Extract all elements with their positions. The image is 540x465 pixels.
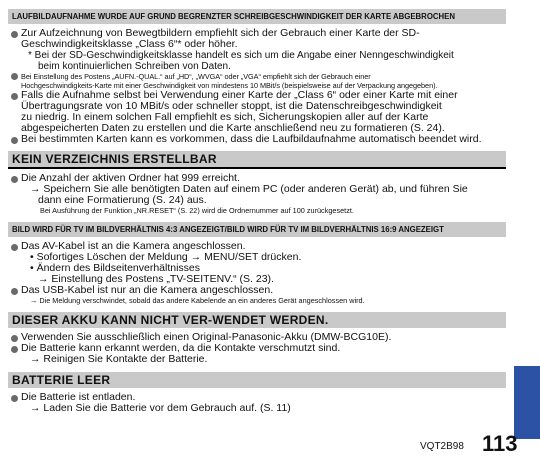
list-item: Die Anzahl der aktiven Ordner hat 999 erreicht.: [8, 173, 506, 184]
section-heading-battery-empty: BATTERIE LEER: [8, 372, 506, 388]
bullet-icon: [11, 335, 18, 342]
list-item: Das USB-Kabel ist nur an die Kamera angeschlossen.: [8, 285, 506, 296]
section-heading-write-speed: LAUFBILDAUFNAHME WURDE AUF GRUND BEGRENZTER SCHREIBGESCHWINDIGKEIT DER KARTE ABGEBROCHEN: [8, 9, 506, 24]
bullet-icon: [11, 395, 18, 402]
list-item: Die Batterie kann erkannt werden, da die Kontakte verschmutzt sind.: [8, 343, 506, 354]
list-item: Das AV-Kabel ist an die Kamera angeschlossen.: [8, 241, 506, 252]
manual-page: [8, 9, 506, 414]
chapter-tab-marker: [514, 366, 540, 439]
bullet-icon: [11, 93, 18, 100]
sub-line: → Speichern Sie alle benötigten Daten auf einem PC (oder anderen Gerät) ab, und führen Sie: [30, 183, 468, 195]
bullet-icon: [11, 137, 18, 144]
bullet-icon: [11, 31, 18, 38]
list-item: Bei Einstellung des Postens „AUFN.-QUAL.“ auf „HD“, „WVGA“ oder „VGA“ empfiehlt sich der Gebrauch einer Hochgeschwindigkeits-Karte mit einer Geschwindigkeit von mindestens 10 MBit/s (beispielsweise auf der Verpackung angegeben).: [8, 72, 506, 90]
list-item: Falls die Aufnahme selbst bei Verwendung einer Karte der „Class 6“ oder einer Karte mit einer Übertragungsrate von 10 MBit/s oder schneller stoppt, ist die Datenschreibgeschwindigkeit zu niedrig. In einem solchen Fall empfiehlt es sich, Sicherungskopien aller auf der Karte abgespeicherten Daten zu erstellen und die Karte anschließend neu zu formatieren (S. 24).: [8, 90, 506, 134]
bullet-icon: [11, 288, 18, 295]
page-number: 113: [482, 431, 518, 456]
sub-line: Bei Ausführung der Funktion „NR.RESET“ (S. 22) wird die Ordnernummer auf 100 zurückgesetzt.: [40, 206, 354, 215]
document-code: VQT2B98: [420, 441, 464, 452]
sub-line: dann eine Formatierung (S. 24) aus.: [38, 194, 207, 206]
bullet-icon: [11, 73, 18, 80]
section-heading-tv-aspect: BILD WIRD FÜR TV IM BILDVERHÄLTNIS 4:3 ANGEZEIGT/BILD WIRD FÜR TV IM BILDVERHÄLTNIS 16:9 ANGEZEIGT: [8, 222, 506, 237]
list-item: Zur Aufzeichnung von Bewegtbildern empfiehlt sich der Gebrauch einer Karte der SD- Geschwindigkeitsklasse „Class 6“* oder höher.: [8, 28, 506, 50]
sub-line: → Die Meldung verschwindet, sobald das andere Kabelende an ein anderes Gerät angeschlossen wird.: [30, 296, 365, 305]
sub-line: • Ändern des Bildseitenverhältnisses: [30, 262, 201, 274]
sub-line: → Einstellung des Postens „TV-SEITENV.“ (S. 23).: [38, 273, 274, 285]
sub-line: → Reinigen Sie Kontakte der Batterie.: [30, 353, 208, 365]
sub-line: • Sofortiges Löschen der Meldung → MENU/SET drücken.: [30, 251, 302, 263]
bullet-icon: [11, 176, 18, 183]
footnote-line: beim kontinuierlichen Schreiben von Daten.: [38, 61, 231, 72]
list-item: Die Batterie ist entladen.: [8, 392, 506, 403]
bullet-icon: [11, 346, 18, 353]
section-heading-no-directory: KEIN VERZEICHNIS ERSTELLBAR: [8, 151, 506, 169]
list-item: Bei bestimmten Karten kann es vorkommen, dass die Laufbildaufnahme automatisch beendet wird.: [8, 134, 506, 145]
sub-line: → Laden Sie die Batterie vor dem Gebrauch auf. (S. 11): [30, 402, 291, 414]
bullet-icon: [11, 244, 18, 251]
section-heading-battery-unusable: DIESER AKKU KANN NICHT VER-WENDET WERDEN.: [8, 312, 506, 328]
list-item: Verwenden Sie ausschließlich einen Original-Panasonic-Akku (DMW-BCG10E).: [8, 332, 506, 343]
footnote-line: * Bei der SD-Geschwindigkeitsklasse handelt es sich um die Angabe einer Nenngeschwindigkeit: [28, 50, 454, 61]
